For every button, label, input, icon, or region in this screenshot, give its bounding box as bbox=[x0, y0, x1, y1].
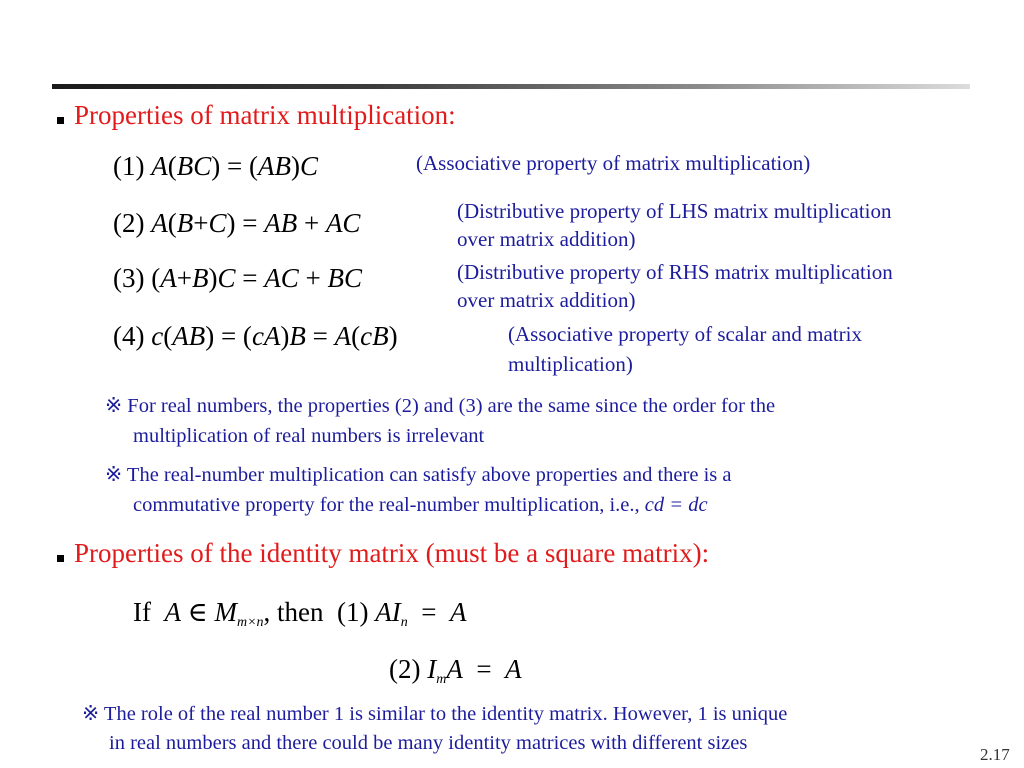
property-2-note-line1: (Distributive property of LHS matrix multiplication bbox=[457, 199, 892, 223]
page-number: 2.17 bbox=[980, 745, 1010, 764]
remark-2-line2 bbox=[133, 491, 708, 520]
property-1-note: (Associative property of matrix multiplication) bbox=[416, 151, 811, 175]
remark-2-line2-text: commutative property for the real-number multiplication, i.e., bbox=[133, 494, 645, 516]
identity-prop2-label: (2) bbox=[389, 654, 421, 684]
property-4-note-line2: multiplication) bbox=[508, 352, 633, 376]
bullet-section1 bbox=[57, 117, 64, 124]
title-rule bbox=[52, 84, 970, 89]
section2-heading: Properties of the identity matrix (must be a square matrix): bbox=[74, 538, 710, 568]
property-3-note-line1: (Distributive property of RHS matrix multiplication bbox=[457, 260, 893, 284]
if-word: If bbox=[133, 597, 151, 627]
identity-condition: If A ∈ $M_{m\times n}$, then (1) $AI_n = A$ bbox=[133, 597, 467, 630]
commutative-equation: cd = dc bbox=[644, 494, 708, 516]
property-1-equation: (1) A(BC) = (AB)C bbox=[113, 151, 318, 181]
identity-prop2-equation: (2) $I_mA = A$ bbox=[389, 654, 522, 687]
property-4-note-line1: (Associative property of scalar and matrix bbox=[508, 322, 862, 346]
bullet-section2 bbox=[57, 555, 64, 562]
remark-3-line2: in real numbers and there could be many identity matrices with different sizes bbox=[109, 732, 748, 754]
remark-2-line1: ※ The real-number multiplication can satisfy above properties and there is a bbox=[105, 464, 732, 486]
remark-3-line1: ※ The role of the real number 1 is similar to the identity matrix. However, 1 is unique bbox=[82, 703, 788, 725]
property-2-equation: (2) A(B+C) = AB + AC bbox=[113, 208, 361, 238]
property-3-note-line2: over matrix addition) bbox=[457, 288, 636, 312]
property-2-note-line2: over matrix addition) bbox=[457, 227, 636, 251]
identity-prop1-label: (1) bbox=[337, 597, 369, 627]
then-word: , then bbox=[263, 597, 324, 627]
remark-1-line1: ※ For real numbers, the properties (2) and (3) are the same since the order for the bbox=[105, 395, 776, 417]
remark-1-line2: multiplication of real numbers is irrelevant bbox=[133, 425, 485, 447]
section1-heading: Properties of matrix multiplication: bbox=[74, 100, 456, 130]
property-3-equation: (3) (A+B)C = AC + BC bbox=[113, 263, 362, 293]
property-4-equation: (4) c(AB) = (cA)B = A(cB) bbox=[113, 321, 398, 351]
